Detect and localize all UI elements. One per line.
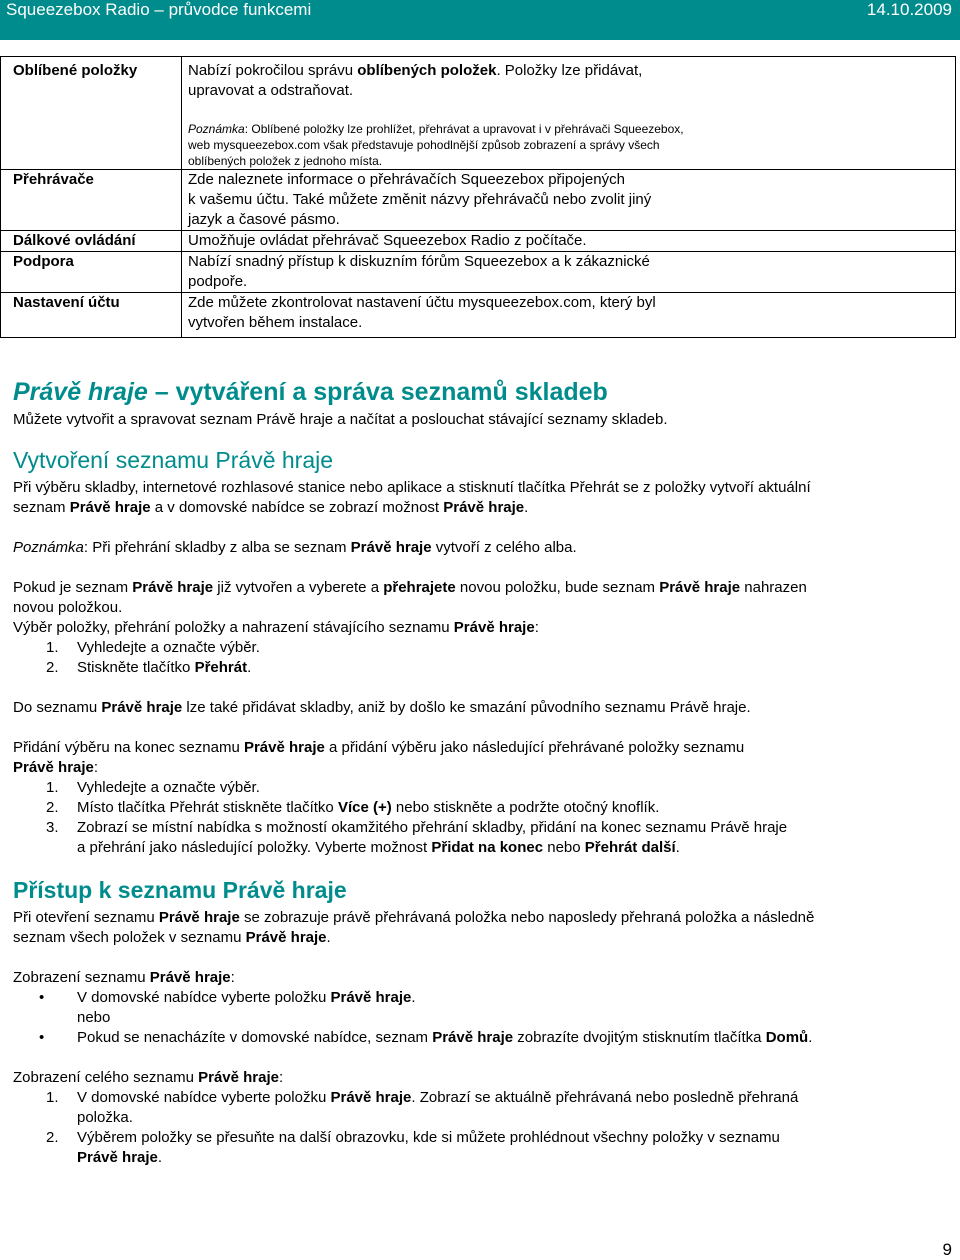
row-desc-cell bbox=[182, 252, 956, 293]
row-label: Oblíbené položky bbox=[13, 62, 138, 79]
paragraph-line: Právě hraje: bbox=[13, 759, 99, 776]
section-heading-access: Přístup k seznamu Právě hraje bbox=[13, 877, 347, 903]
row-label-cell bbox=[1, 170, 182, 231]
row-desc-cell bbox=[182, 231, 956, 252]
paragraph: Můžete vytvořit a spravovat seznam Právě hraje a načítat a poslouchat stávající seznamy skladeb. bbox=[13, 411, 668, 428]
paragraph-line: seznam Právě hraje a v domovské nabídce se zobrazí možnost Právě hraje. bbox=[13, 499, 529, 516]
list-item: 1. Vyhledejte a označte výběr. bbox=[46, 779, 260, 796]
desc-line: Umožňuje ovládat přehrávač Squeezebox Radio z počítače. bbox=[188, 232, 587, 249]
section-heading-create: Vytvoření seznamu Právě hraje bbox=[13, 447, 334, 473]
paragraph-line: Pokud je seznam Právě hraje již vytvořen a vyberete a přehrajete novou položku, bude seznam Právě hraje nahrazen bbox=[13, 579, 807, 596]
main-content bbox=[13, 370, 953, 1168]
row-label-cell bbox=[1, 252, 182, 293]
bullet-continuation: nebo bbox=[77, 1009, 111, 1026]
features-table bbox=[0, 56, 956, 338]
note-line: oblíbených položek z jednoho místa. bbox=[188, 154, 383, 168]
row-desc-cell bbox=[182, 293, 956, 338]
desc-line: Nabízí snadný přístup k diskuzním fórům Squeezebox a k zákaznické bbox=[188, 253, 650, 270]
table-row bbox=[1, 170, 956, 231]
document-date: 14.10.2009 bbox=[866, 0, 952, 19]
document-title: Squeezebox Radio – průvodce funkcemi bbox=[6, 0, 312, 19]
list-item-continuation: a přehrání jako následující položky. Vyberte možnost Přidat na konec nebo Přehrát další. bbox=[77, 839, 680, 856]
row-label-cell bbox=[1, 231, 182, 252]
paragraph-line: Zobrazení seznamu Právě hraje: bbox=[13, 969, 235, 986]
note-line: web mysqueezebox.com však představuje pohodlnější způsob zobrazení a správy všech bbox=[188, 138, 660, 152]
bullet-icon: • bbox=[39, 1029, 45, 1046]
desc-line: vytvořen během instalace. bbox=[188, 314, 363, 331]
row-label-cell bbox=[1, 57, 182, 170]
table-row bbox=[1, 252, 956, 293]
row-desc-cell bbox=[182, 57, 956, 170]
note-line: Poznámka: Oblíbené položky lze prohlížet, přehrávat a upravovat i v přehrávači Squeezebox, bbox=[188, 122, 684, 136]
page-header bbox=[0, 0, 960, 40]
bullet-icon: • bbox=[39, 989, 45, 1006]
list-item: 1. V domovské nabídce vyberte položku Právě hraje. Zobrazí se aktuálně přehrávaná nebo posledně přehraná bbox=[46, 1089, 799, 1106]
table-row bbox=[1, 231, 956, 252]
note-paragraph: Poznámka: Při přehrání skladby z alba se seznam Právě hraje vytvoří z celého alba. bbox=[13, 539, 577, 556]
list-item: 2. Výběrem položky se přesuňte na další obrazovku, kde si můžete prohlédnout všechny položky v seznamu bbox=[46, 1129, 780, 1146]
row-label: Přehrávače bbox=[13, 171, 94, 188]
list-item: 2. Místo tlačítka Přehrát stiskněte tlačítko Více (+) nebo stiskněte a podržte otočný knoflík. bbox=[46, 799, 660, 816]
desc-line: k vašemu účtu. Také můžete změnit názvy přehrávačů nebo zvolit jiný bbox=[188, 191, 652, 208]
bullet-item: • Pokud se nenacházíte v domovské nabídce, seznam Právě hraje zobrazíte dvojitým stisknutím tlačítka Domů. bbox=[39, 1029, 813, 1046]
paragraph-line: novou položkou. bbox=[13, 599, 123, 616]
section-heading-now-playing: Právě hraje – vytváření a správa seznamů skladeb bbox=[13, 378, 608, 406]
list-item: 1. Vyhledejte a označte výběr. bbox=[46, 639, 260, 656]
row-label: Dálkové ovládání bbox=[13, 232, 136, 249]
desc-line: Zde naleznete informace o přehrávačích Squeezebox připojených bbox=[188, 171, 625, 188]
desc-line: Zde můžete zkontrolovat nastavení účtu mysqueezebox.com, který byl bbox=[188, 294, 656, 311]
row-label: Nastavení účtu bbox=[13, 294, 120, 311]
paragraph-line: Do seznamu Právě hraje lze také přidávat skladby, aniž by došlo ke smazání původního seznamu Právě hraje. bbox=[13, 699, 751, 716]
desc-line: Nabízí pokročilou správu oblíbených položek. Položky lze přidávat, bbox=[188, 62, 643, 79]
paragraph-line: Výběr položky, přehrání položky a nahrazení stávajícího seznamu Právě hraje: bbox=[13, 619, 539, 636]
list-item: 3. Zobrazí se místní nabídka s možností okamžitého přehrání skladby, přidání na konec seznamu Právě hraje bbox=[46, 819, 788, 836]
paragraph-line: seznam všech položek v seznamu Právě hraje. bbox=[13, 929, 331, 946]
paragraph-line: Při výběru skladby, internetové rozhlasové stanice nebo aplikace a stisknutí tlačítka Přehrát se z položky vytvoří aktuální bbox=[13, 479, 811, 496]
desc-line: upravovat a odstraňovat. bbox=[188, 82, 354, 99]
page-number: 9 bbox=[942, 1240, 952, 1259]
list-item: 2. Stiskněte tlačítko Přehrát. bbox=[46, 659, 252, 676]
desc-line: jazyk a časové pásmo. bbox=[188, 211, 340, 228]
table-row bbox=[1, 57, 956, 170]
bullet-item: • V domovské nabídce vyberte položku Právě hraje. bbox=[39, 989, 416, 1006]
paragraph-line: Přidání výběru na konec seznamu Právě hraje a přidání výběru jako následující přehrávané položky seznamu bbox=[13, 739, 745, 756]
table-row bbox=[1, 293, 956, 338]
list-item-continuation: Právě hraje. bbox=[77, 1149, 163, 1166]
paragraph-line: Při otevření seznamu Právě hraje se zobrazuje právě přehrávaná položka nebo naposledy přehraná položka a následně bbox=[13, 909, 815, 926]
row-desc-cell bbox=[182, 170, 956, 231]
row-label-cell bbox=[1, 293, 182, 338]
desc-line: podpoře. bbox=[188, 273, 248, 290]
paragraph-line: Zobrazení celého seznamu Právě hraje: bbox=[13, 1069, 284, 1086]
row-label: Podpora bbox=[13, 253, 74, 270]
list-item-continuation: položka. bbox=[77, 1109, 133, 1126]
